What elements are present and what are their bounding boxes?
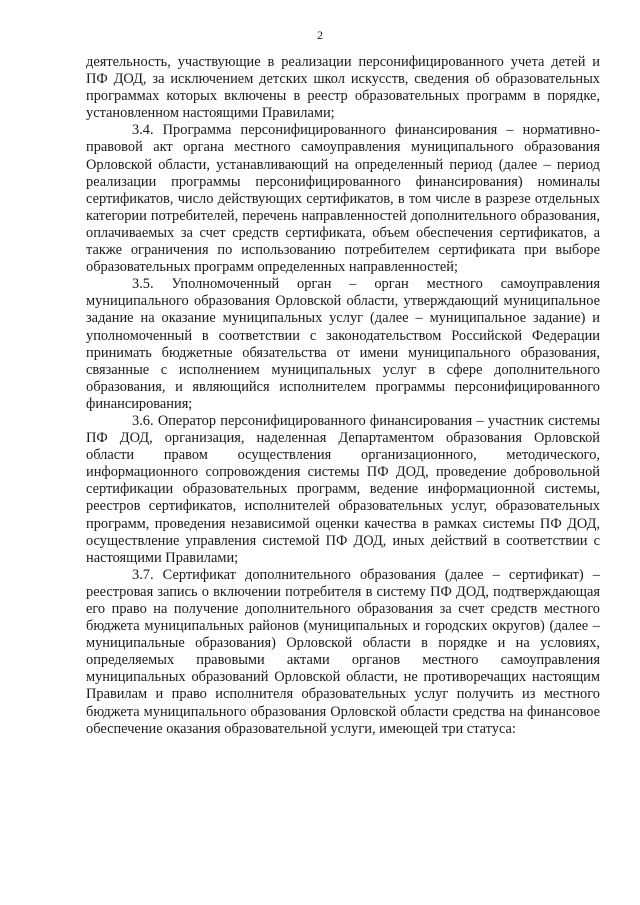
paragraph-3-6: 3.6. Оператор персонифицированного финансирования – участник системы ПФ ДОД, организация, наделенная Департаментом образования Орловской области правом осуществления организационного, методического, информационного сопровождения системы ПФ ДОД, проведение добровольной сертификации образовательных программ, ведение информационной системы, реестров сертификатов, исполнителей образовательных услуг, образовательных программ, проведения независимой оценки качества в рамках системы ПФ ДОД, осуществление управления системой ПФ ДОД, иных действий в соответствии с настоящими Правилами; — [86, 412, 600, 566]
paragraph-3-4: 3.4. Программа персонифицированного финансирования – нормативно-правовой акт органа местного самоуправления муниципального образования Орловской области, устанавливающий на определенный период (далее – период реализации программы персонифицированного финансирования) номиналы сертификатов, число действующих сертификатов, в том числе в разрезе отдельных категории потребителей, перечень направленностей дополнительного образования, оплачиваемых за счет средств сертификата, объем обеспечения сертификатов, а также ограничения по использованию потребителем сертификата при выборе образовательных программ определенных направленностей; — [86, 122, 600, 276]
paragraph-3-7: 3.7. Сертификат дополнительного образования (далее – сертификат) – реестровая запись о включении потребителя в систему ПФ ДОД, подтверждающая его право на получение дополнительного образования за счет средств местного бюджета муниципальных районов (муниципальных и городских округов) (далее – муниципальные образования) Орловской области в порядке и на условиях, определяемых правовыми актами органов местного самоуправления муниципальных образований Орловской области, не противоречащих настоящим Правилам и право исполнителя образовательных услуг получить из местного бюджета муниципального образования Орловской области средства на финансовое обеспечение оказания образовательной услуги, имеющей три статуса: — [86, 566, 600, 737]
paragraph-continuation: деятельность, участвующие в реализации персонифицированного учета детей и ПФ ДОД, за исключением детских школ искусств, сведения об образовательных программах которых включены в реестр образовательных программ в порядке, установленном настоящими Правилами; — [86, 54, 600, 122]
document-body — [86, 54, 600, 738]
page-number: 2 — [317, 28, 323, 42]
paragraph-3-5: 3.5. Уполномоченный орган – орган местного самоуправления муниципального образования Орловской области, утверждающий муниципальное задание на оказание муниципальных услуг (далее – муниципальное задание) и уполномоченный в соответствии с законодательством Российской Федерации принимать бюджетные обязательства от имени муниципального образования, связанные с исполнением муниципальных услуг в сфере дополнительного образования, и являющийся исполнителем программы персонифицированного финансирования; — [86, 276, 600, 412]
